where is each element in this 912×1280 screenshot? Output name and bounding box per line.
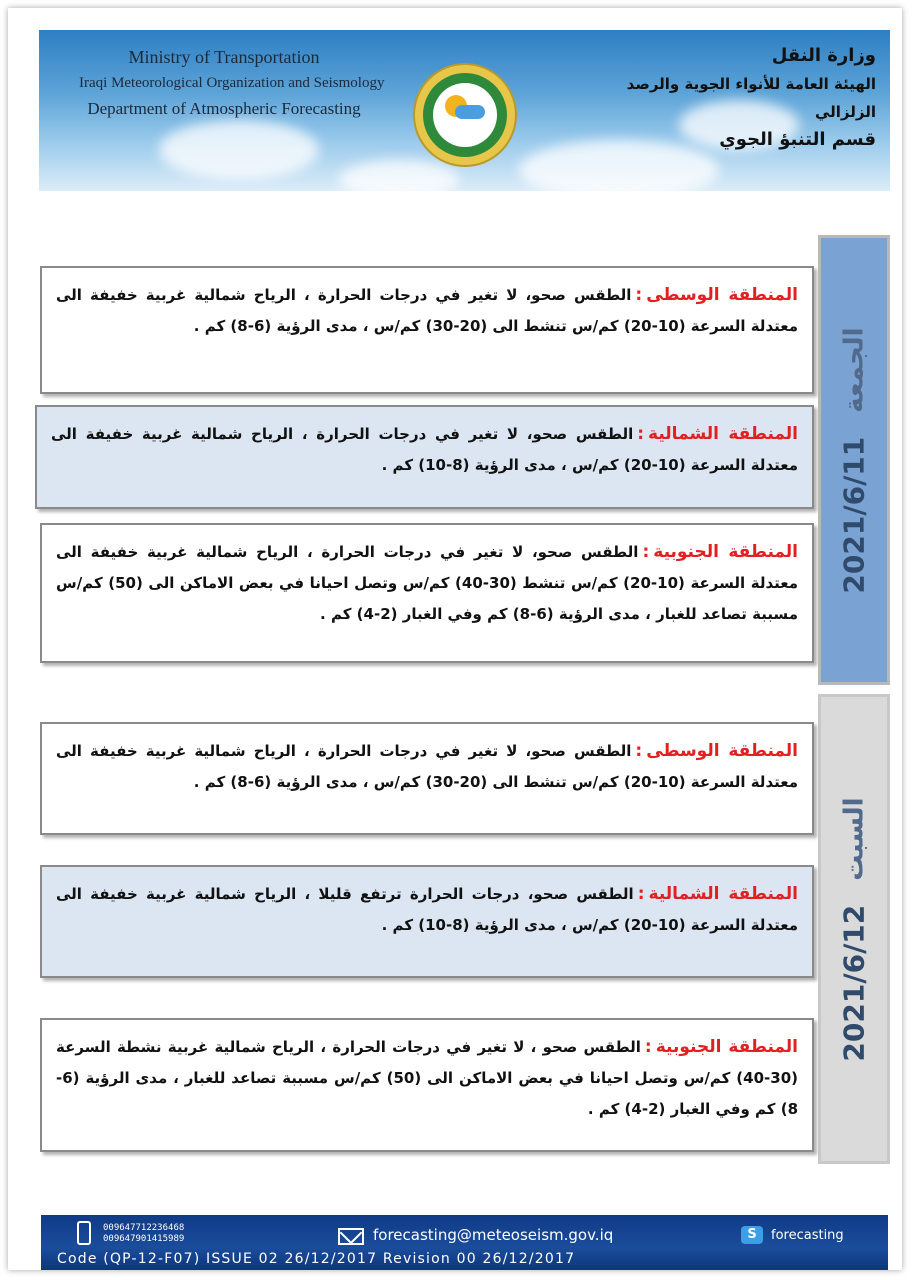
header-banner	[39, 30, 890, 191]
phone-numbers	[103, 1223, 184, 1245]
region-name: المنطقة الجنوبية	[655, 1037, 798, 1057]
phone-number-2: 009647901415989	[103, 1234, 185, 1244]
forecast-text: الطقس صحو، درجات الحرارة ترتفع قليلا ، الرياح شمالية غربية خفيفة الى معتدلة السرعة (10-20) كم/س ، مدى الرؤية (8-10) كم .	[56, 885, 798, 934]
region-name: المنطقة الشمالية	[648, 884, 798, 904]
forecast-day1-central: المنطقة الوسطى:الطقس صحو، لا تغير في درجات الحرارة ، الرياح شمالية غربية خفيفة الى معتدلة السرعة (10-20) كم/س تنشط الى (20-30) كم/س ، مدى الرؤية (6-8) كم .	[40, 266, 814, 394]
envelope-icon	[338, 1228, 364, 1245]
footer-bar	[41, 1215, 888, 1270]
department-name-en: Department of Atmospheric Forecasting	[87, 99, 361, 118]
skype-handle: forecasting	[771, 1228, 844, 1243]
day-name: السبت	[839, 796, 869, 881]
cloud-icon	[455, 105, 485, 119]
region-name: المنطقة الوسطى	[646, 741, 799, 761]
skype-icon: S	[741, 1226, 763, 1244]
phone-number-1: 009647712236468	[103, 1223, 185, 1233]
document-code-line: Code (QP-12-F07) ISSUE 02 26/12/2017 Revision 00 26/12/2017	[57, 1251, 576, 1267]
forecast-day1-north: المنطقة الشمالية:الطقس صحو، لا تغير في درجات الحرارة ، الرياح شمالية غربية خفيفة الى معتدلة السرعة (10-20) كم/س ، مدى الرؤية (8-10) كم .	[35, 405, 814, 509]
region-name: المنطقة الشمالية	[648, 424, 798, 444]
region-name: المنطقة الجنوبية	[653, 542, 799, 562]
forecast-text: الطقس صحو ، لا تغير في درجات الحرارة ، الرياح شمالية غربية نشطة السرعة (30-40) كم/س وتصل احيانا في بعض الاماكن الى (50) كم/س مسببة تصاعد للغبار ، مدى الرؤية (6-8) كم وفي الغبار (2-4) كم .	[56, 1038, 798, 1118]
forecast-text: الطقس صحو، لا تغير في درجات الحرارة ، الرياح شمالية غربية خفيفة الى معتدلة السرعة (10-20) كم/س تنشط الى (20-30) كم/س ، مدى الرؤية (6-8) كم .	[56, 286, 798, 335]
english-header	[79, 44, 385, 122]
email-address[interactable]: forecasting@meteoseism.gov.iq	[373, 1226, 614, 1244]
forecast-day2-central: المنطقة الوسطى:الطقس صحو، لا تغير في درجات الحرارة ، الرياح شمالية غربية خفيفة الى معتدلة السرعة (10-20) كم/س تنشط الى (20-30) كم/س ، مدى الرؤية (6-8) كم .	[40, 722, 814, 835]
forecast-day2-north: المنطقة الشمالية:الطقس صحو، درجات الحرارة ترتفع قليلا ، الرياح شمالية غربية خفيفة الى معتدلة السرعة (10-20) كم/س ، مدى الرؤية (8-10) كم .	[40, 865, 814, 978]
date-panel-day1	[818, 235, 890, 685]
organization-name-ar: الهيئة العامة للأنواء الجوية والرصد الزلزالي	[626, 75, 876, 121]
day-date: 2021/6/12	[837, 904, 871, 1062]
forecast-text: الطقس صحو، لا تغير في درجات الحرارة ، الرياح شمالية غربية خفيفة الى معتدلة السرعة (10-20) كم/س تنشط الى (20-30) كم/س ، مدى الرؤية (6-8) كم .	[56, 742, 798, 791]
arabic-header	[576, 42, 876, 154]
phone-icon	[77, 1221, 91, 1245]
forecast-day1-south: المنطقة الجنوبية:الطقس صحو، لا تغير في درجات الحرارة ، الرياح شمالية غربية خفيفة الى معتدلة السرعة (10-20) كم/س تنشط (30-40) كم/س وتصل احيانا في بعض الاماكن الى (50) كم/س مسببة تصاعد للغبار ، مدى الرؤية (6-8) كم وفي الغبار (2-4) كم .	[40, 523, 814, 663]
forecast-text: الطقس صحو، لا تغير في درجات الحرارة ، الرياح شمالية غربية خفيفة الى معتدلة السرعة (10-20) كم/س تنشط (30-40) كم/س وتصل احيانا في بعض الاماكن الى (50) كم/س مسببة تصاعد للغبار ، مدى الرؤية (6-8) كم وفي الغبار (2-4) كم .	[56, 543, 798, 623]
department-name-ar: قسم التنبؤ الجوي	[719, 129, 876, 150]
organization-logo	[413, 63, 517, 167]
day-date: 2021/6/11	[837, 436, 871, 594]
forecast-day2-south: المنطقة الجنوبية:الطقس صحو ، لا تغير في درجات الحرارة ، الرياح شمالية غربية نشطة السرعة (30-40) كم/س وتصل احيانا في بعض الاماكن الى (50) كم/س مسببة تصاعد للغبار ، مدى الرؤية (6-8) كم وفي الغبار (2-4) كم .	[40, 1018, 814, 1152]
ministry-name-en: Ministry of Transportation	[128, 47, 320, 67]
ministry-name-ar: وزارة النقل	[771, 45, 876, 66]
organization-name-en: Iraqi Meteorological Organization and Seismology	[79, 75, 385, 91]
date-panel-day2	[818, 694, 890, 1164]
region-name: المنطقة الوسطى	[646, 285, 799, 305]
forecast-text: الطقس صحو، لا تغير في درجات الحرارة ، الرياح شمالية غربية خفيفة الى معتدلة السرعة (10-20) كم/س ، مدى الرؤية (8-10) كم .	[51, 425, 798, 474]
day-name: الجمعة	[839, 326, 870, 413]
document-page	[8, 8, 902, 1270]
